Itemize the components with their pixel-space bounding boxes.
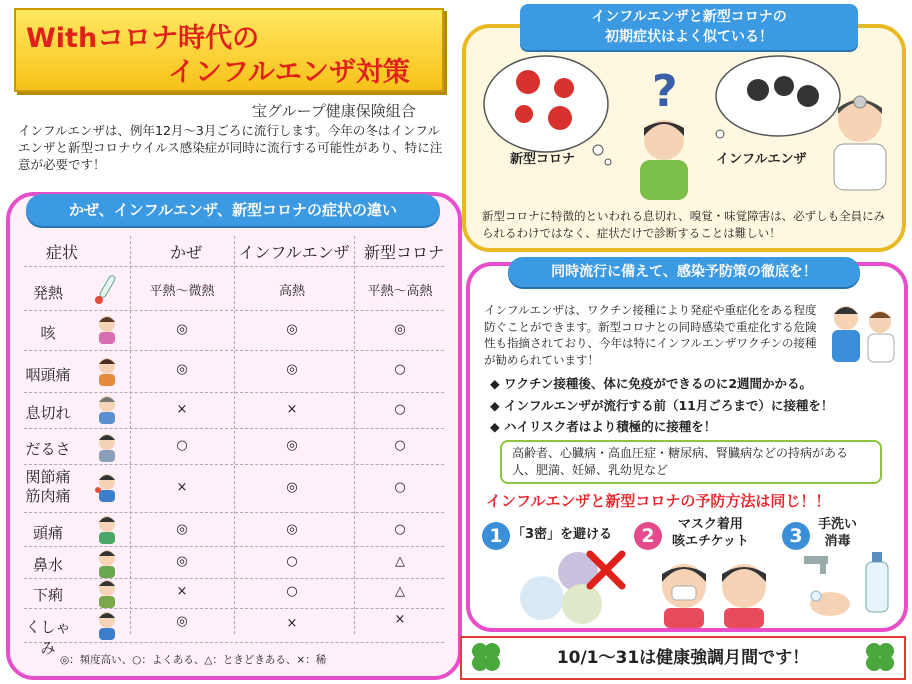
- short-breath-person-icon: [94, 394, 120, 424]
- row-divider: [24, 546, 444, 547]
- intro-text: インフルエンザは、例年12月〜3月ごろに流行します。今年の冬はインフルエンザと新型コロナウイルス感染症が同時に流行する可能性があり、特に注意が必要です！: [18, 123, 443, 172]
- table-cell: ×: [176, 584, 188, 599]
- symbol-legend: ◎：頻度高い、○：よくある、△：ときどきある、×：稀: [60, 654, 327, 666]
- similar-symptoms-note: 新型コロナに特徴的といわれる息切れ、嗅覚・味覚障害は、必ずしも全員にみられるわけではなく、症状だけで診断することは難しい！: [482, 209, 886, 240]
- table-cell: ◎: [176, 362, 188, 377]
- table-cell: ◎: [286, 438, 298, 453]
- table-cell: ○: [176, 438, 188, 453]
- health-month-text: 10/1〜31は健康強調月間です！: [556, 648, 810, 668]
- table-cell: ◎: [176, 614, 188, 629]
- row-divider: [24, 512, 444, 513]
- table-cell: ◎: [176, 522, 188, 537]
- sick-person-illustration: [628, 112, 702, 202]
- table-cell: ×: [176, 480, 188, 495]
- column-header-symptom: 症状: [45, 243, 78, 262]
- column-divider: [130, 236, 131, 634]
- symptom-name: 咳: [40, 324, 56, 342]
- bullet-item: ◆ ハイリスク者はより積極的に接種を！: [490, 419, 717, 434]
- table-cell: 平熱〜微熱: [149, 284, 215, 299]
- table-cell: ○: [394, 522, 406, 537]
- page-title-line1: Withコロナ時代の: [26, 23, 260, 54]
- row-divider: [24, 464, 444, 465]
- sneezing-person-icon: [94, 610, 120, 640]
- table-cell: ◎: [286, 480, 298, 495]
- symptom-name: 頭痛: [32, 524, 63, 542]
- prevention-header: 同時流行に備えて、感染予防策の徹底を！: [508, 257, 860, 287]
- flu-label: インフルエンザ: [716, 152, 807, 167]
- covid-label: 新型コロナ: [510, 152, 576, 167]
- prevention-text: インフルエンザは、ワクチン接種により発症や重症化をある程度防ぐことができます。新型コロナとの同時感染で重症化する危険性も指摘されており、今年は特にインフルエンザワクチンの接種が勧められています！: [484, 303, 817, 367]
- row-divider: [24, 350, 444, 351]
- bullet-item: ◆ インフルエンザが流行する前（11月ごろまで）に接種を！: [490, 398, 834, 413]
- row-divider: [24, 428, 444, 429]
- symptom-name: 咽頭痛: [25, 366, 71, 384]
- symptom-name: 鼻水: [32, 556, 63, 574]
- sore-throat-person-icon: [94, 356, 120, 386]
- method-label-mask: マスク着用 咳エチケット: [672, 517, 749, 549]
- flu-thought-bubble: [704, 48, 844, 148]
- column-header-flu: インフルエンザ: [238, 243, 350, 262]
- row-divider: [24, 266, 444, 267]
- table-cell: ◎: [286, 322, 298, 337]
- avoid-crowds-illustration: [514, 548, 634, 628]
- symptom-name: 関節痛 筋肉痛: [25, 468, 71, 505]
- row-divider: [24, 392, 444, 393]
- fatigue-person-icon: [94, 432, 120, 462]
- diarrhea-person-icon: [94, 578, 120, 608]
- row-divider: [24, 642, 444, 643]
- method-number-2: 2: [634, 522, 662, 550]
- method-label-avoid-3c: 「3密」を避ける: [512, 527, 613, 542]
- same-prevention-headline: インフルエンザと新型コロナの予防方法は同じ！！: [486, 492, 831, 510]
- coughing-person-icon: [94, 314, 120, 344]
- table-cell: ○: [394, 362, 406, 377]
- table-cell: ○: [394, 438, 406, 453]
- table-cell: ○: [394, 402, 406, 417]
- bullet-item: ◆ ワクチン接種後、体に免疫ができるのに2週間かかる。: [490, 376, 813, 391]
- headache-person-icon: [94, 514, 120, 544]
- column-header-cold: かぜ: [169, 243, 202, 262]
- table-cell: ○: [286, 554, 298, 569]
- thermometer-icon: [90, 272, 120, 306]
- table-cell: ○: [286, 584, 298, 599]
- symptom-panel-header: かぜ、インフルエンザ、新型コロナの症状の違い: [26, 194, 440, 226]
- table-cell: ◎: [394, 322, 406, 337]
- table-cell: ◎: [176, 322, 188, 337]
- row-divider: [24, 578, 444, 579]
- similar-header-line1: インフルエンザと新型コロナの: [591, 9, 787, 25]
- organization-name: 宝グループ健康保険組合: [252, 102, 416, 120]
- vaccination-illustration: [828, 300, 898, 366]
- doctor-illustration: [826, 86, 896, 192]
- similar-symptoms-header: [520, 4, 858, 50]
- similar-header-line2: 初期症状はよく似ている！: [605, 29, 773, 45]
- column-header-covid: 新型コロナ: [363, 243, 444, 262]
- method-number-3: 3: [782, 522, 810, 550]
- table-cell: ◎: [286, 362, 298, 377]
- high-risk-groups-box: 高齢者、心臓病・高血圧症・糖尿病、腎臓病などの持病がある人、肥満、妊婦、乳幼児など: [500, 440, 882, 484]
- table-cell: 高熱: [278, 284, 305, 299]
- symptom-name: 下痢: [32, 586, 63, 604]
- symptom-name: くしゃみ: [25, 618, 71, 657]
- joint-pain-person-icon: [94, 472, 120, 502]
- symptom-name: 発熱: [32, 284, 63, 302]
- row-divider: [24, 310, 444, 311]
- mask-cough-illustration: [656, 556, 776, 628]
- method-label-handwash: 手洗い 消毒: [818, 517, 858, 549]
- table-cell: ×: [394, 612, 406, 627]
- table-cell: ○: [394, 480, 406, 495]
- method-number-1: 1: [482, 522, 510, 550]
- question-mark: ?: [652, 66, 678, 117]
- handwash-illustration: [800, 548, 896, 628]
- table-cell: ◎: [176, 554, 188, 569]
- symptom-name: だるさ: [25, 440, 71, 458]
- table-cell: ×: [286, 402, 298, 417]
- table-cell: ×: [176, 402, 188, 417]
- table-cell: △: [395, 584, 405, 599]
- table-cell: ×: [286, 616, 298, 631]
- page-title-line2: インフルエンザ対策: [168, 57, 410, 88]
- row-divider: [24, 608, 444, 609]
- table-cell: 平熱〜高熱: [367, 284, 433, 299]
- table-cell: ◎: [286, 522, 298, 537]
- symptom-name: 息切れ: [25, 404, 71, 422]
- column-divider: [234, 236, 235, 634]
- runny-nose-person-icon: [94, 548, 120, 578]
- table-cell: △: [395, 554, 405, 569]
